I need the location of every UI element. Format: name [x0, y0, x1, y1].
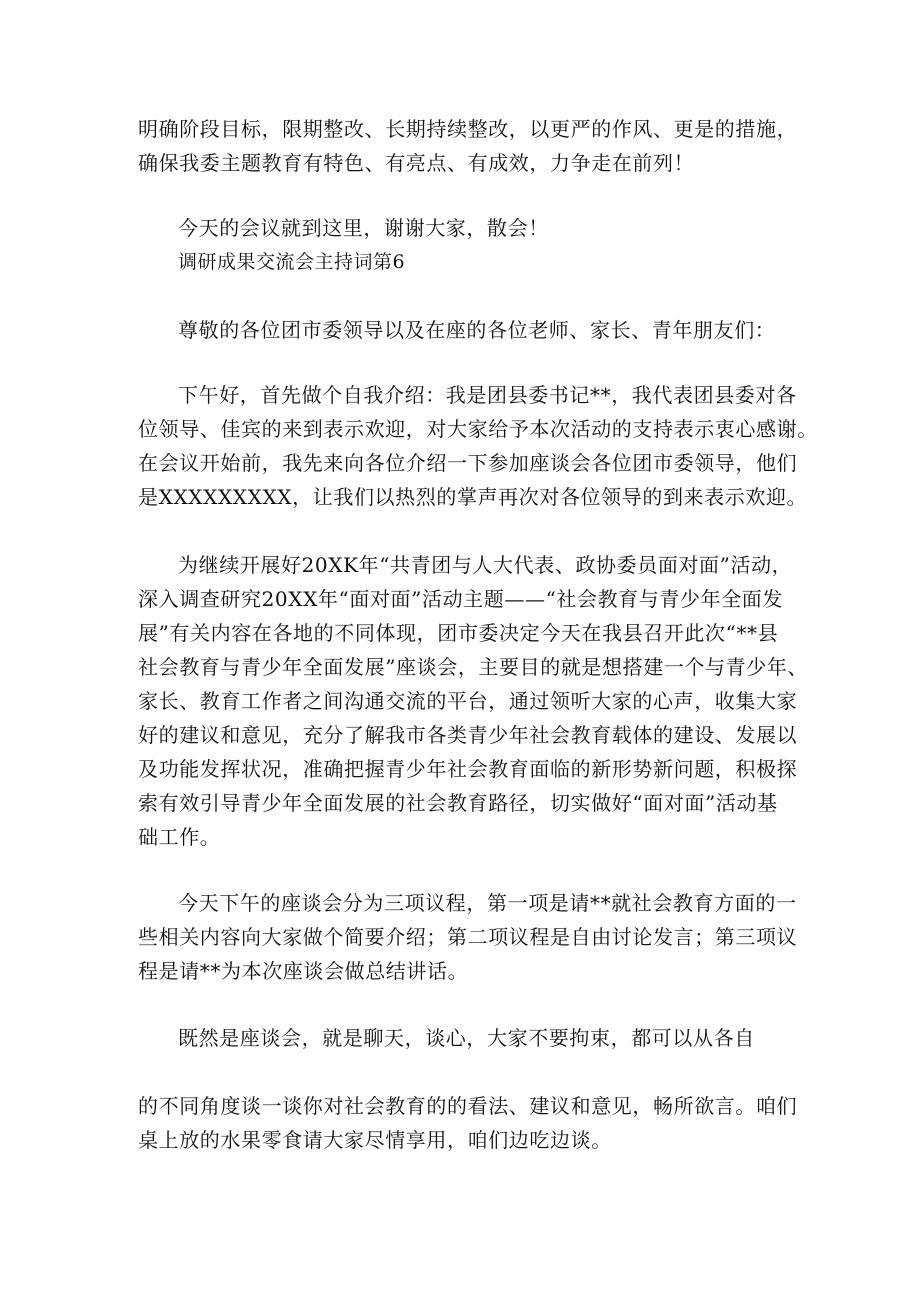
text-line: 今天下午的座谈会分为三项议程，第一项是请**就社会教育方面的一	[178, 891, 797, 915]
text-line: 是XXXXXXXXX，让我们以热烈的掌声再次对各位领导的到来表示欢迎。	[138, 485, 808, 509]
text-line: 为继续开展好20XK年“共青团与人大代表、政协委员面对面”活动，	[178, 553, 793, 577]
salutation: 尊敬的各位团市委领导以及在座的各位老师、家长、青年朋友们：	[178, 318, 776, 342]
text-line: 索有效引导青少年全面发展的社会教育路径，切实做好“面对面”活动基	[138, 791, 778, 815]
text-line: 程是请**为本次座谈会做总结讲话。	[138, 959, 469, 983]
text-line: 些相关内容向大家做个简要介绍；第二项议程是自由讨论发言；第三项议	[138, 925, 798, 949]
text-line: 深入调查研究20XX年“面对面”活动主题——“社会教育与青少年全面发	[138, 587, 783, 611]
text-line: 础工作。	[138, 825, 221, 849]
text-line: 既然是座谈会，就是聊天，谈心，大家不要拘束，都可以从各自	[178, 1026, 755, 1050]
text-line: 明确阶段目标，限期整改、长期持续整改，以更严的作风、更是的措施，	[138, 117, 798, 141]
text-line: 及功能发挥状况，准确把握青少年社会教育面临的新形势新问题，积极探	[138, 757, 798, 781]
section-title: 调研成果交流会主持词第6	[178, 251, 406, 273]
text-line: 的不同角度谈一谈你对社会教育的的看法、建议和意见，畅所欲言。咱们	[138, 1094, 798, 1118]
text-line: 确保我委主题教育有特色、有亮点、有成效，力争走在前列！	[138, 151, 695, 175]
text-line: 展”有关内容在各地的不同体现，团市委决定今天在我县召开此次“**县	[138, 621, 779, 645]
text-line: 好的建议和意见，充分了解我市各类青少年社会教育载体的建设、发展以	[138, 723, 798, 747]
text-line: 位领导、佳宾的来到表示欢迎，对大家给予本次活动的支持表示衷心感谢。	[138, 417, 818, 441]
text-line: 今天的会议就到这里，谢谢大家，散会！	[178, 216, 549, 240]
text-line: 社会教育与青少年全面发展”座谈会，主要目的就是想搭建一个与青少年、	[138, 655, 809, 679]
text-line: 家长、教育工作者之间沟通交流的平台，通过领听大家的心声，收集大家	[138, 689, 798, 713]
text-line: 桌上放的水果零食请大家尽情享用，咱们边吃边谈。	[138, 1128, 612, 1152]
text-line: 下午好，首先做个自我介绍：我是团县委书记**，我代表团县委对各	[178, 383, 797, 407]
text-line: 在会议开始前，我先来向各位介绍一下参加座谈会各位团市委领导，他们	[138, 451, 798, 475]
